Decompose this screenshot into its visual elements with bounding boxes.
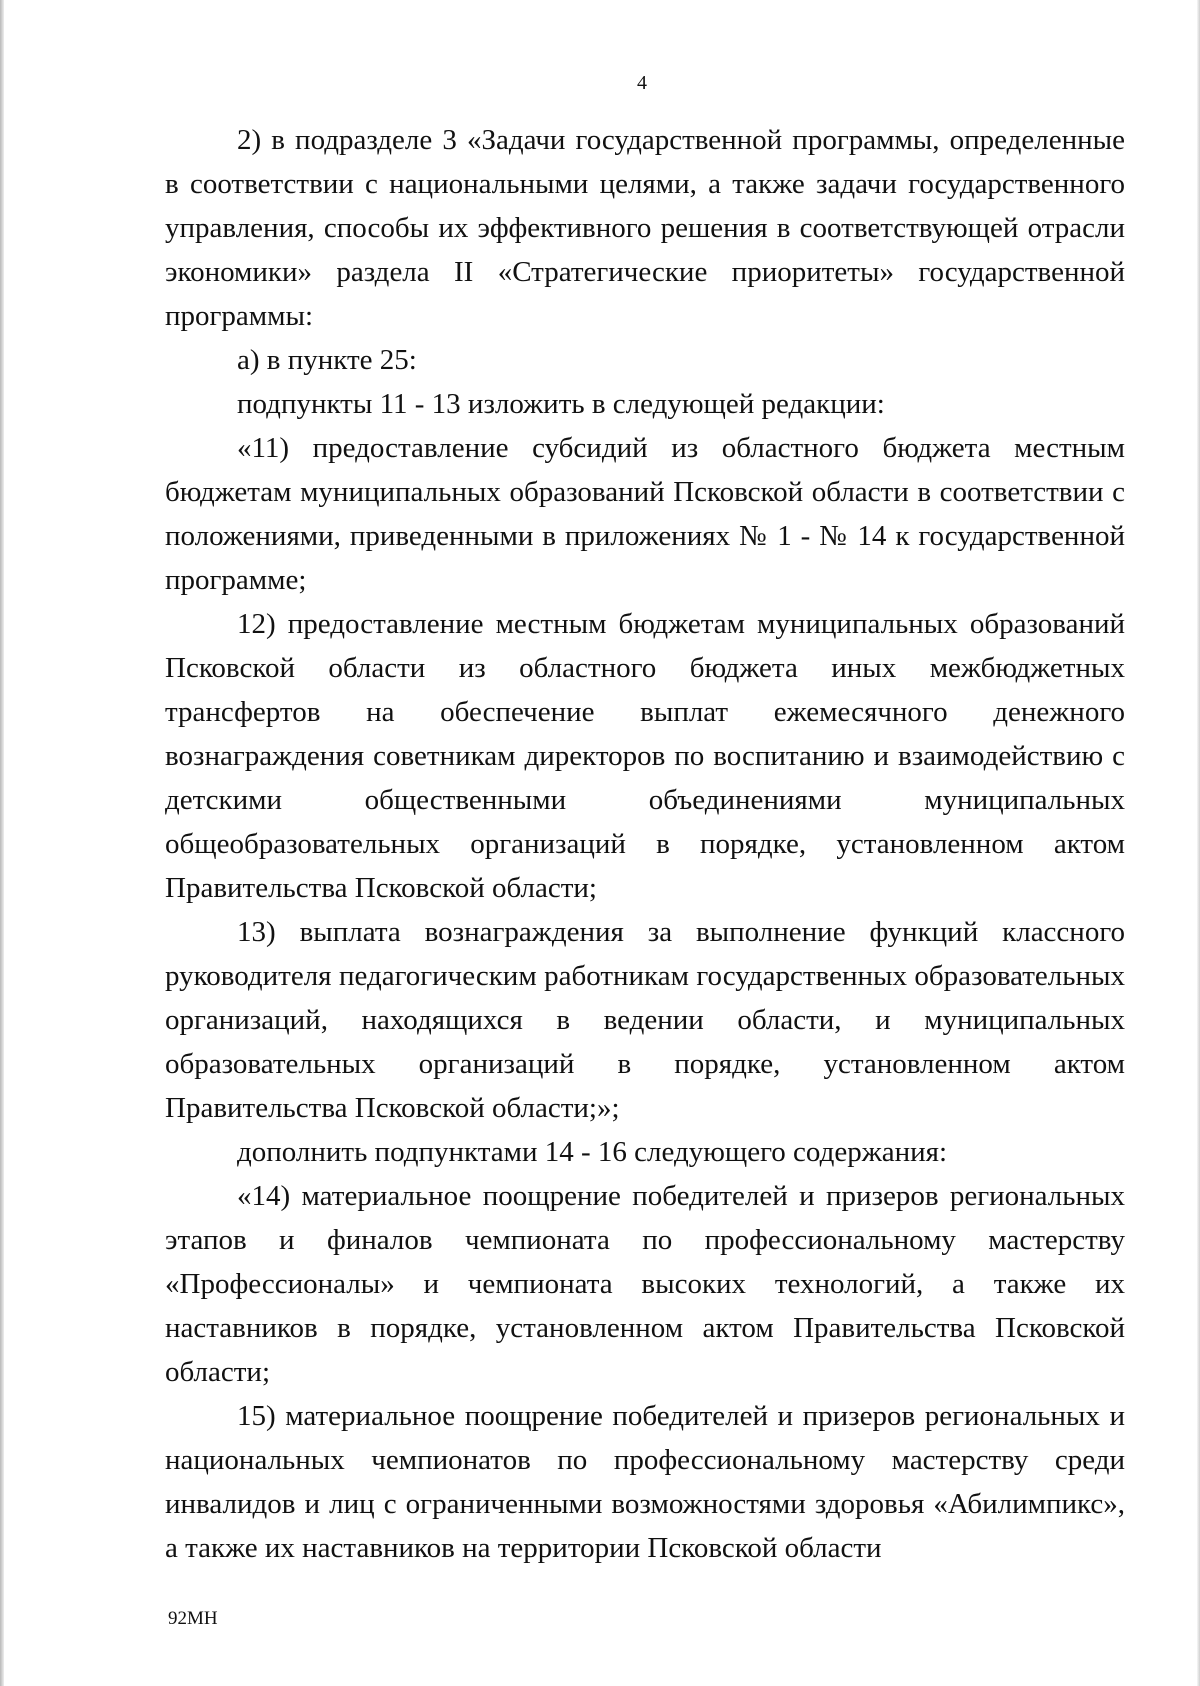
paragraph-subpoint-11: «11) предоставление субсидий из областного бюджета местным бюджетам муниципальных образований Псковской области в соответствии с положениями, приведенными в приложениях № 1 - № 14 к государственной программе;	[165, 432, 1125, 596]
paragraph-subpoints-11-13: подпункты 11 - 13 изложить в следующей редакции:	[237, 388, 885, 420]
paragraph-subpoint-14: «14) материальное поощрение победителей и призеров региональных этапов и финалов чемпионата по профессиональному мастерству «Профессионалы» и чемпионата высоких технологий, а также их наставников в порядке, установленном актом Правительства Псковской области;	[165, 1180, 1125, 1388]
paragraph-item-a: а) в пункте 25:	[237, 344, 417, 376]
paragraph-subpoint-12: 12) предоставление местным бюджетам муниципальных образований Псковской области из областного бюджета иных межбюджетных трансфертов на обеспечение выплат ежемесячного денежного вознаграждения советникам директоров по воспитанию и взаимодействию с детскими общественными объединениями муниципальных общеобразовательных организаций в порядке, установленном актом Правительства Псковской области;	[165, 608, 1125, 904]
document-body	[165, 118, 1125, 1570]
document-code: 92МН	[168, 1608, 218, 1629]
paragraph-item-2: 2) в подразделе 3 «Задачи государственной программы, определенные в соответствии с национальными целями, а также задачи государственного управления, способы их эффективного решения в соответствующей отрасли экономики» раздела II «Стратегические приоритеты» государственной программы:	[165, 124, 1125, 332]
paragraph-subpoint-15: 15) материальное поощрение победителей и призеров региональных и национальных чемпионатов по профессиональному мастерству среди инвалидов и лиц с ограниченными возможностями здоровья «Абилимпикс», а также их наставников на территории Псковской области	[165, 1400, 1125, 1564]
page-number: 4	[637, 72, 647, 94]
paragraph-subpoint-13: 13) выплата вознаграждения за выполнение функций классного руководителя педагогическим работникам государственных образовательных организаций, находящихся в ведении области, и муниципальных образовательных организаций в порядке, установленном актом Правительства Псковской области;»;	[165, 916, 1125, 1124]
scan-edge-left	[0, 0, 4, 1686]
paragraph-add-subpoints: дополнить подпунктами 14 - 16 следующего содержания:	[237, 1136, 948, 1168]
